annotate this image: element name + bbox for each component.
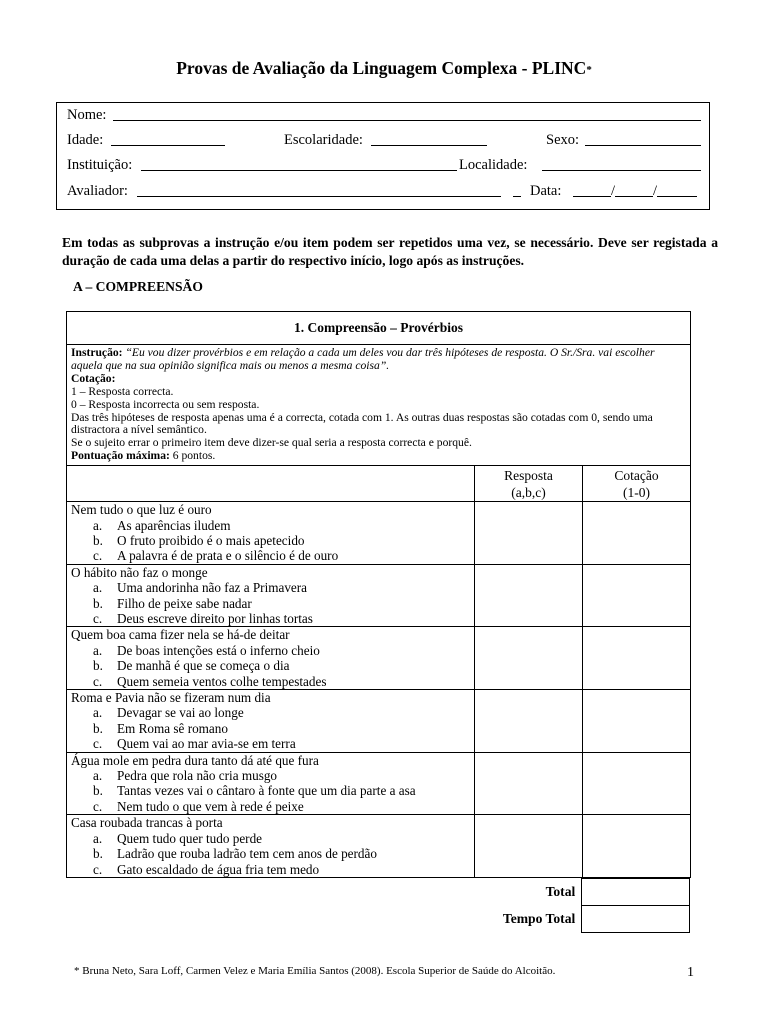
escolaridade-field[interactable] [371,132,487,146]
option-text: Devagar se vai ao longe [117,705,244,721]
resposta-cell[interactable] [475,690,583,753]
proverb-text: Casa roubada trancas à porta [71,815,223,831]
option-text: De boas intenções está o inferno cheio [117,642,320,658]
option-text: As aparências iludem [117,517,231,533]
cotacao-line: 1 – Resposta correcta. [71,384,174,398]
proverb-option [71,548,474,563]
option-letter: a. [93,580,103,596]
instruction-text: “Eu vou dizer provérbios e em relação a cada um deles vou dar três hipóteses de resposta. O Sr./Sra. vai escolher aquela que na sua opinião significa mais ou menos a mesma coisa”. [71,346,655,372]
option-letter: a. [93,830,103,846]
data-year-field[interactable] [657,183,697,197]
table-row [67,502,691,565]
option-letter: a. [93,517,103,533]
instruction-label: Instrução: [71,346,123,359]
cotacao-line: Se o sujeito errar o primeiro item deve dizer-se qual seria a resposta correcta e porquê. [71,436,472,450]
tempo-total-cell[interactable] [582,906,690,933]
option-letter: b. [93,783,103,799]
avaliador-field-end[interactable] [513,183,521,197]
proverb-option [71,783,474,798]
instituicao-row [67,157,699,177]
avaliador-row: Avaliador: Data: / / [67,183,699,203]
proverb-option [71,831,474,846]
instituicao-label: Instituição: [67,157,133,173]
cotacao-line: Das três hipóteses de resposta apenas uma é a correcta, cotada com 1. As outras duas respostas são cotadas com 0, sendo uma distractora a nível semântico. [71,410,653,437]
option-letter: c. [93,736,103,752]
option-letter: a. [93,768,103,784]
proverb-text: Roma e Pavia não se fizeram num dia [71,690,271,706]
option-letter: b. [93,532,103,548]
cotacao-cell[interactable] [583,627,691,690]
idade-row [67,132,699,152]
proverb-cell [67,502,475,565]
proverb-option [71,643,474,658]
proverb-option [71,674,474,689]
option-letter: c. [93,611,103,626]
table-row [67,752,691,815]
escolaridade-label: Escolaridade: [284,132,363,148]
cotacao-cell[interactable] [583,502,691,565]
sexo-field[interactable] [585,132,701,146]
option-letter: c. [93,548,103,564]
proverb-option [71,580,474,595]
page-number: 1 [687,965,694,980]
proverb-option [71,596,474,611]
proverb-option [71,533,474,548]
pontuacao-value: 6 pontos. [172,449,216,463]
option-text: Tantas vezes vai o cântaro à fonte que um dia parte a asa [117,783,416,799]
localidade-field[interactable] [542,157,701,171]
option-text: Ladrão que rouba ladrão tem cem anos de perdão [117,846,377,862]
data-month-field[interactable] [615,183,653,197]
option-text: Nem tudo o que vem à rede é peixe [117,798,304,814]
proverb-option [71,768,474,783]
table-title: 1. Compreensão – Provérbios [67,312,691,345]
resposta-cell[interactable] [475,815,583,878]
total-cell[interactable] [582,879,690,906]
footnote: * Bruna Neto, Sara Loff, Carmen Velez e Maria Emília Santos (2008). Escola Superior de Saúde do Alcoitão. [74,965,556,977]
proverb-cell [67,690,475,753]
option-text: Em Roma sê romano [117,720,228,736]
option-letter: a. [93,642,103,658]
option-text: A palavra é de prata e o silêncio é de ouro [117,548,339,564]
option-letter: c. [93,861,103,877]
col-resposta-header: Resposta (a,b,c) [475,466,583,502]
proverbs-table [66,311,691,878]
empty-header-cell [67,466,475,502]
option-text: Pedra que rola não cria musgo [117,768,278,784]
proverb-cell [67,627,475,690]
nome-field[interactable] [113,107,701,121]
option-letter: c. [93,798,103,814]
pontuacao-label: Pontuação máxima: [71,449,170,463]
instruction-block [67,345,691,466]
title-footnote-mark: * [586,64,592,76]
avaliador-label: Avaliador: [67,183,128,199]
cotacao-cell[interactable] [583,752,691,815]
table-row [67,690,691,753]
proverb-option [71,611,474,626]
proverb-option [71,518,474,533]
data-label: Data: [530,183,562,199]
option-text: Filho de peixe sabe nadar [117,595,252,611]
cotacao-cell[interactable] [583,564,691,627]
total-label: Total [545,884,576,899]
nome-label: Nome: [67,107,107,123]
cotacao-cell[interactable] [583,815,691,878]
option-text: De manhã é que se começa o dia [117,658,290,674]
table-row [67,564,691,627]
proverb-text: Nem tudo o que luz é ouro [71,502,212,518]
cotacao-cell[interactable] [583,690,691,753]
proverb-text: Quem boa cama fizer nela se há-de deitar [71,627,290,643]
proverb-option [71,658,474,673]
table-row [67,815,691,878]
option-text: Quem tudo quer tudo perde [117,830,263,846]
proverb-option [71,721,474,736]
sexo-label: Sexo: [546,132,580,148]
proverb-option [71,846,474,861]
instructions-paragraph: Em todas as subprovas a instrução e/ou item podem ser repetidos uma vez, se necessário. Deve ser registada a duração de cada uma delas a partir do respectivo início, logo após as instruções. [62,235,718,268]
avaliador-field[interactable] [137,183,501,197]
cotacao-line: 0 – Resposta incorrecta ou sem resposta. [71,397,260,411]
resposta-cell[interactable] [475,752,583,815]
option-letter: b. [93,658,103,674]
totals-table [476,878,690,933]
proverb-option [71,799,474,814]
option-text: Deus escreve direito por linhas tortas [117,611,313,626]
resposta-cell[interactable] [475,502,583,565]
option-text: Uma andorinha não faz a Primavera [117,580,308,596]
option-text: O fruto proibido é o mais apetecido [117,532,305,548]
col-cotacao-header: Cotação (1-0) [583,466,691,502]
resposta-cell[interactable] [475,627,583,690]
proverb-cell [67,564,475,627]
option-letter: c. [93,673,103,689]
proverb-option [71,705,474,720]
proverb-option [71,862,474,877]
tempo-total-label: Tempo Total [502,911,576,926]
proverb-cell [67,752,475,815]
proverb-text: Água mole em pedra dura tanto dá até que fura [71,752,319,768]
idade-field[interactable] [111,132,225,146]
option-letter: b. [93,846,103,862]
resposta-cell[interactable] [475,564,583,627]
proverb-cell [67,815,475,878]
table-row [67,627,691,690]
option-letter: a. [93,705,103,721]
section-heading: A – COMPREENSÃO [73,279,203,294]
cotacao-label: Cotação: [71,371,116,385]
option-text: Quem semeia ventos colhe tempestades [117,673,327,689]
proverb-text: O hábito não faz o monge [71,564,208,580]
localidade-label: Localidade: [459,157,528,173]
idade-label: Idade: [67,132,104,148]
instituicao-field[interactable] [141,157,457,171]
option-letter: b. [93,595,103,611]
option-letter: b. [93,720,103,736]
data-day-field[interactable] [573,183,611,197]
option-text: Quem vai ao mar avia-se em terra [117,736,296,752]
page-title: Provas de Avaliação da Linguagem Complexa - PLINC* [176,58,592,78]
nome-row [67,107,699,127]
option-text: Gato escaldado de água fria tem medo [117,861,320,877]
proverb-option [71,736,474,751]
identification-box [56,102,710,210]
